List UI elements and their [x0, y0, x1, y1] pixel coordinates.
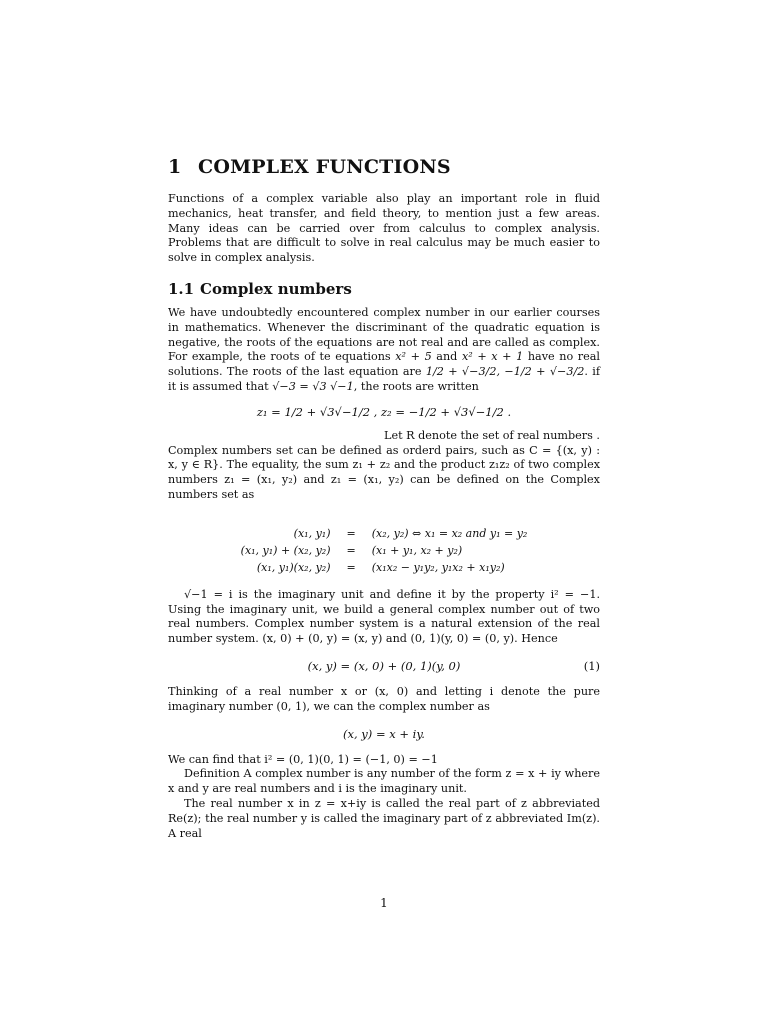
ordered-pairs-paragraph: Complex numbers set can be defined as orderd pairs, such as C = {(x, y) : x, y ∈ R}. The equality, the sum z₁ + z₂ and the product z₁z₂ of two complex numbers z₁ = (x₁, y₂) and z₁ = (x₁, y₂) can be defined on the Complex numbers set as — [168, 443, 600, 501]
subsection-title: Complex numbers — [200, 279, 352, 298]
definition-paragraph: Definition A complex number is any number of the form z = x + iy where x and y are real numbers and i is the imaginary unit. — [168, 767, 600, 796]
real-imaginary-part-paragraph: The real number x in z = x+iy is called the real part of z abbreviated Re(z); the real number y is called the imaginary part of z abbreviated Im(z). A real — [168, 796, 600, 840]
equation-rhs: (x₂, y₂) ⇔ x₁ = x₂ and y₁ = y₂ — [371, 526, 528, 540]
numbered-equation-1 — [168, 659, 600, 673]
complex-numbers-paragraph — [168, 306, 600, 395]
intro-paragraph: Functions of a complex variable also play an important role in fluid mechanics, heat transfer, and field theory, to mention just a few areas. Many ideas can be carried over from calculus to complex analysis. Problems that are difficult to solve in real calculus may be much easier to solve in complex analysis. — [168, 192, 600, 265]
equation-x2-plus-5: x² + 5 — [395, 350, 432, 364]
real-numbers-line: Let R denote the set of real numbers . — [384, 428, 600, 442]
para1-and: and — [431, 350, 462, 364]
equation-relation: = — [346, 526, 356, 540]
para1-text-c: . if it is assumed that — [168, 365, 600, 393]
equation-number: (1) — [583, 658, 600, 673]
pure-imaginary-paragraph: Thinking of a real number x or (x, 0) and letting i denote the pure imaginary number (0, 1), we can the complex number as — [168, 684, 600, 713]
section-title: COMPLEX FUNCTIONS — [198, 156, 451, 178]
roots-display-equation: z₁ = 1/2 + √3√−1/2 , z₂ = −1/2 + √3√−1/2 . — [256, 404, 512, 419]
para1-text-b: have no real solutions. The roots of the last equation are — [168, 350, 600, 379]
subsection-heading — [168, 280, 600, 298]
equation-row — [233, 559, 536, 576]
i-squared-line: We can find that i² = (0, 1)(0, 1) = (−1, 0) = −1 — [168, 752, 438, 766]
sqrt-assumption: √−3 = √3 √−1 — [272, 379, 354, 393]
page-content — [168, 156, 600, 841]
equation-array — [233, 525, 536, 576]
equation-lhs: (x₁, y₁) + (x₂, y₂) — [240, 543, 331, 557]
equation-lhs: (x₁, y₁)(x₂, y₂) — [256, 560, 331, 574]
equation-relation: = — [346, 560, 356, 574]
equation-relation: = — [346, 543, 356, 557]
para1-text-a: We have undoubtedly encountered complex number in our earlier courses in mathematics. Whenever the discriminant of the quadratic equation is negative, the roots of the equations are not real and are called as complex. For example, the roots of te equations — [168, 305, 600, 364]
equation-rhs: (x₁x₂ − y₁y₂, y₁x₂ + x₁y₂) — [371, 560, 505, 574]
equation-rhs: (x₁ + y₁, x₂ + y₂) — [371, 543, 463, 557]
equation-x2-plus-x-plus-1: x² + x + 1 — [461, 350, 524, 364]
imaginary-unit-paragraph: √−1 = i is the imaginary unit and define it by the property i² = −1. Using the imaginary unit, we build a general complex number out of two real numbers. Complex number system is a natural extension of the real number system. (x, 0) + (0, y) = (x, y) and (0, 1)(y, 0) = (0, y). Hence — [168, 587, 600, 646]
page-number: 1 — [380, 896, 388, 910]
equation-row — [233, 525, 536, 542]
roots-expression: 1/2 + √−3/2, −1/2 + √−3/2 — [425, 365, 585, 379]
section-heading — [168, 156, 600, 178]
equation-lhs: (x₁, y₁) — [293, 526, 331, 540]
equation-row — [233, 542, 536, 559]
subsection-number: 1.1 — [168, 279, 195, 298]
para1-text-d: , the roots are written — [353, 379, 479, 393]
section-number: 1 — [168, 156, 182, 178]
equation-1-body: (x, y) = (x, 0) + (0, 1)(y, 0) — [307, 658, 461, 673]
x-plus-iy-equation: (x, y) = x + iy. — [343, 726, 425, 741]
